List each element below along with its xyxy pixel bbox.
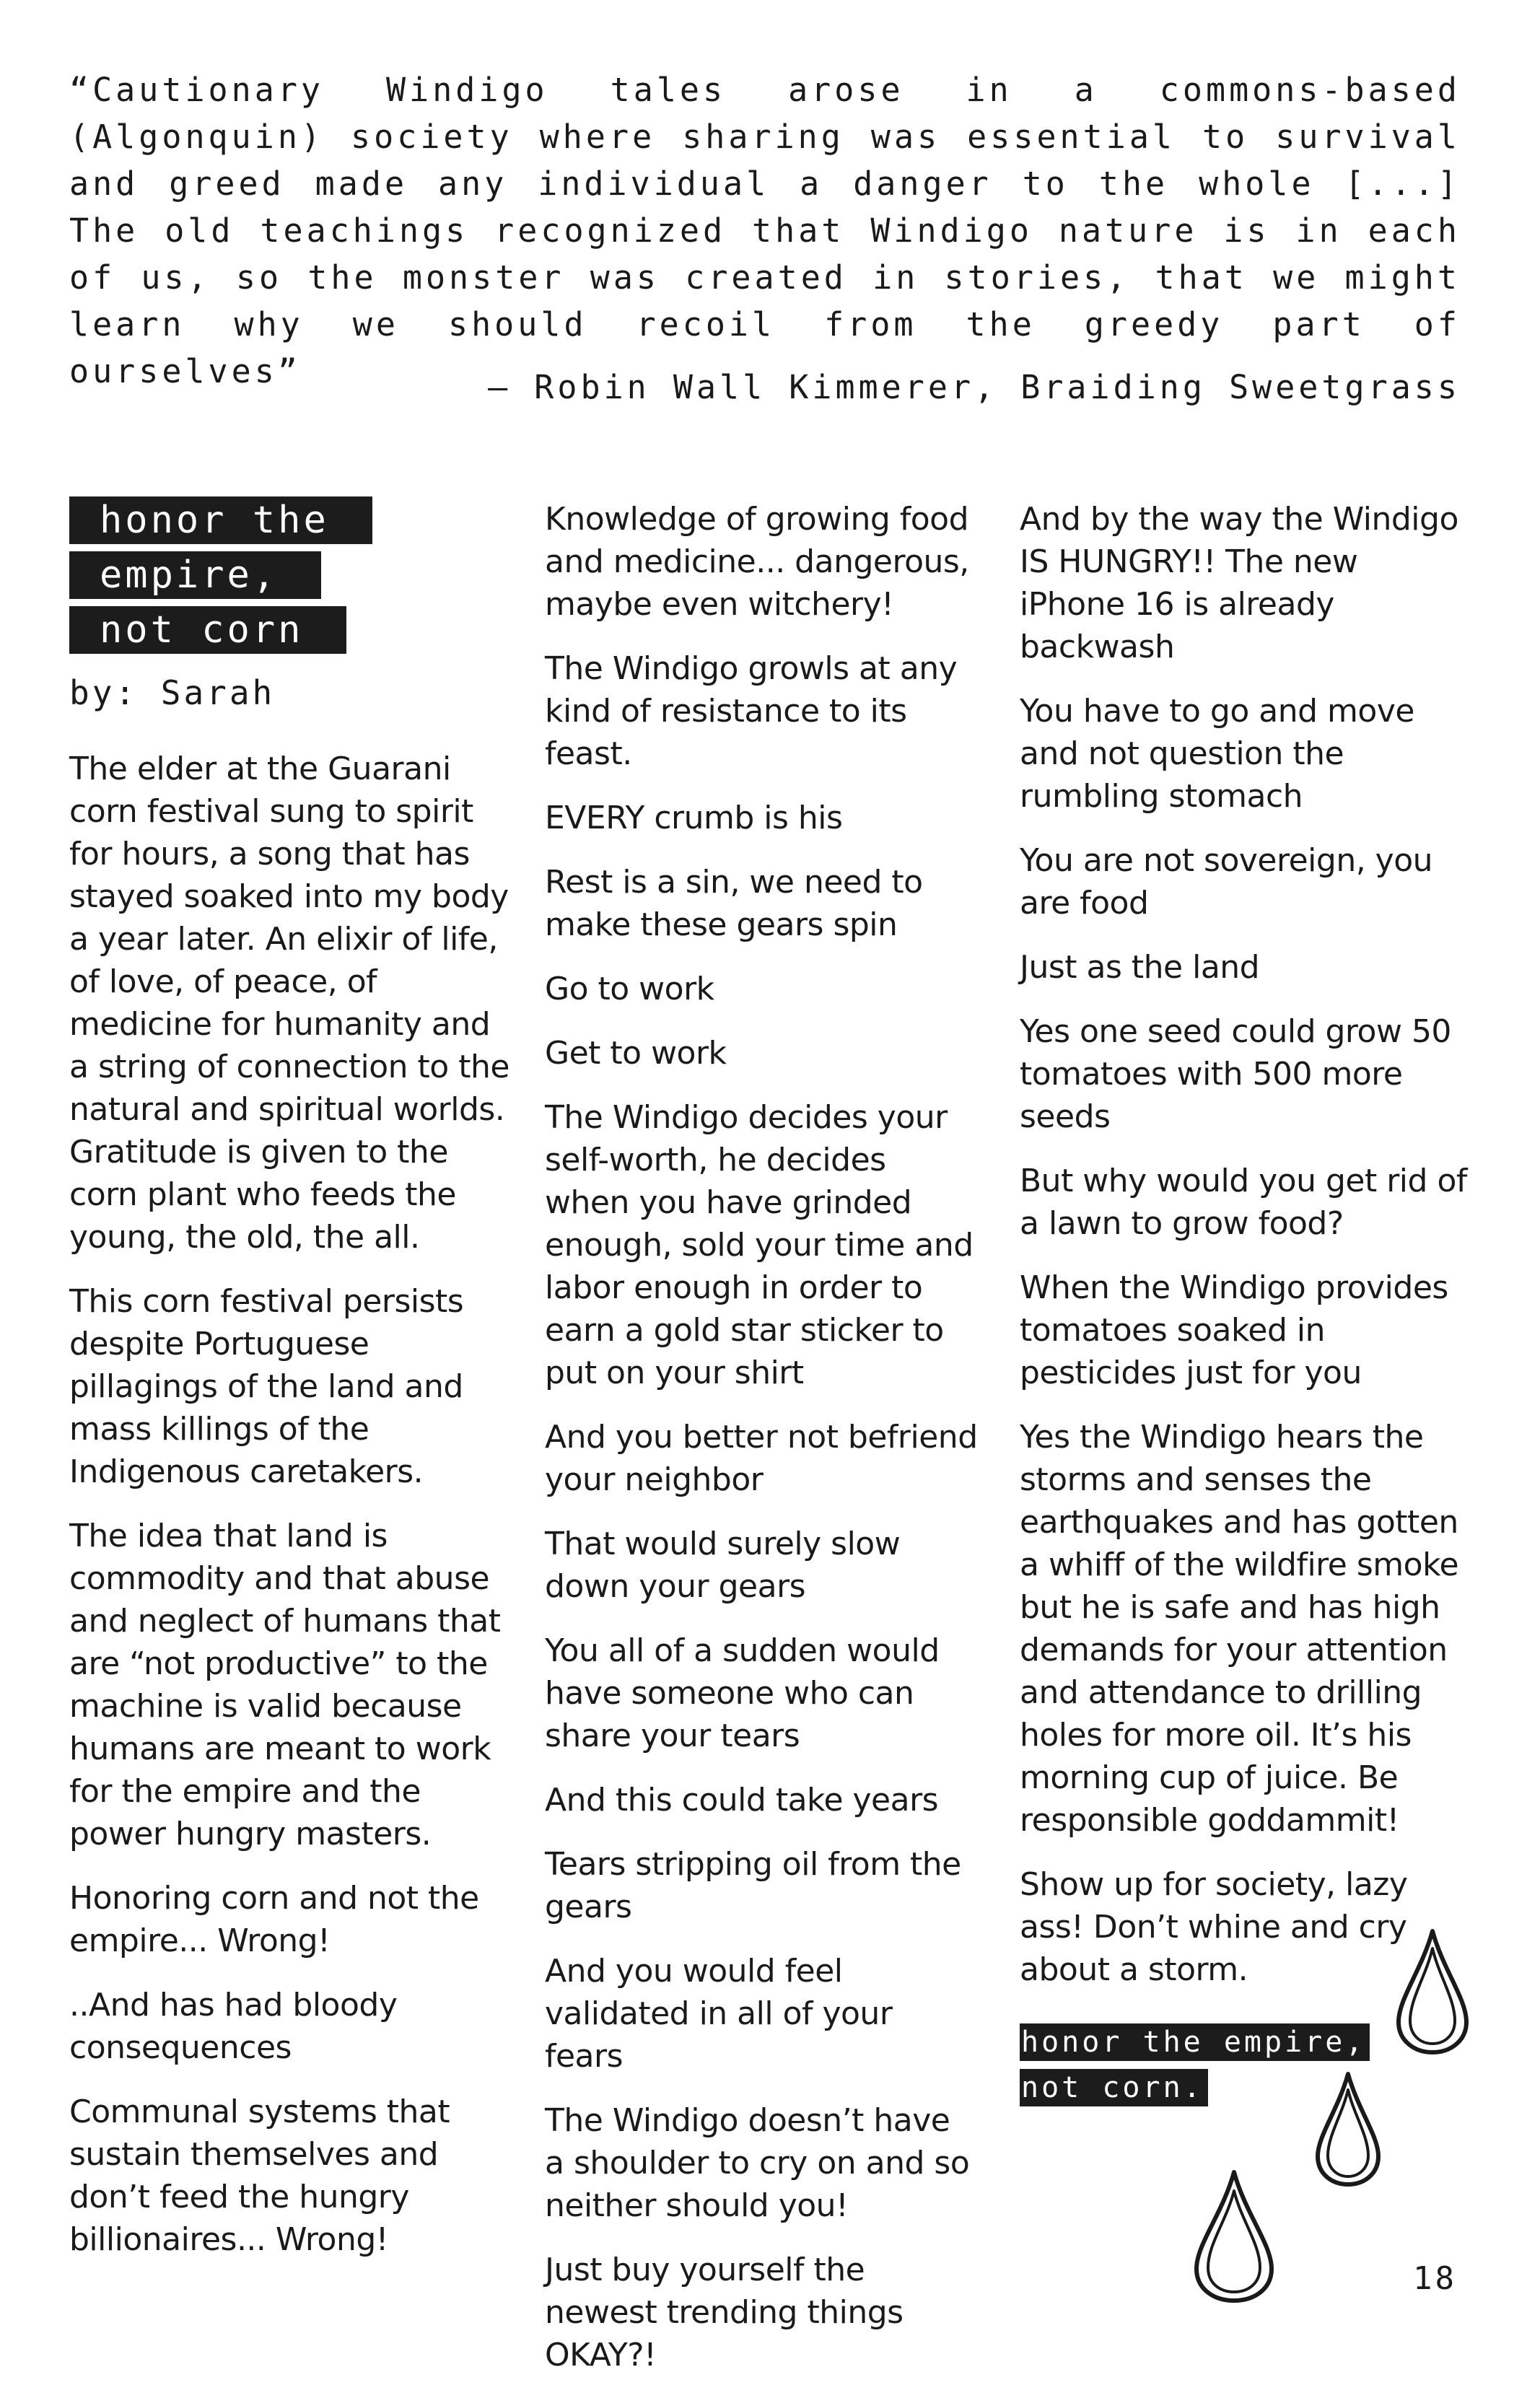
paragraph: You have to go and move and not question the rumbling stomach: [1020, 693, 1414, 815]
paragraph: Tears stripping oil from the gears: [545, 1846, 961, 1925]
paragraph: Just buy yourself the newest trending things OKAY?!: [545, 2252, 904, 2373]
drop-icon: [1393, 1927, 1472, 2057]
column-1: [69, 496, 517, 2283]
paragraph: And you better not befriend your neighbor: [545, 1419, 978, 1498]
column-3: [1020, 498, 1467, 2111]
paragraph: The Windigo doesn’t have a shoulder to cry on and so neither should you!: [545, 2102, 970, 2224]
paragraph: You are not sovereign, you are food: [1020, 842, 1433, 922]
paragraph: Communal systems that sustain themselves and don’t feed the hungry billionaires... Wrong!: [69, 2093, 450, 2258]
paragraph: Rest is a sin, we need to make these gears spin: [545, 864, 923, 943]
paragraph: Yes one seed could grow 50 tomatoes with 500 more seeds: [1020, 1013, 1451, 1135]
page-number: 18: [1413, 2260, 1457, 2297]
title-line: not corn: [69, 606, 346, 654]
paragraph: Go to work: [545, 971, 714, 1007]
paragraph: Honoring corn and not the empire... Wrong!: [69, 1880, 479, 1959]
title-line: empire,: [69, 551, 321, 599]
paragraph: The idea that land is commodity and that abuse and neglect of humans that are “not productive” to the machine is valid because humans are meant to work for the empire and the power hungry masters.: [69, 1518, 501, 1852]
title-line: honor the: [69, 496, 372, 544]
paragraph: ..And has had bloody consequences: [69, 1987, 398, 2066]
column-2: [545, 498, 978, 2398]
drop-icon: [1312, 2070, 1384, 2189]
paragraph: The elder at the Guarani corn festival sung to spirit for hours, a song that has stayed soaked into my body a year later. An elixir of life, of love, of peace, of medicine for humanity and a string of connection to the natural and spiritual worlds. Gratitude is given to the corn plant who feeds the young, the old, the all.: [69, 751, 509, 1256]
closing-line: honor the empire,: [1020, 2023, 1370, 2061]
paragraph: Knowledge of growing food and medicine... dangerous, maybe even witchery!: [545, 501, 969, 623]
paragraph: The Windigo decides your self-worth, he decides when you have grinded enough, sold your time and labor enough in order to earn a gold star sticker to put on your shirt: [545, 1099, 974, 1391]
paragraph: Show up for society, lazy ass! Don’t whine and cry about a storm.: [1020, 1866, 1408, 1988]
byline: by: Sarah: [69, 673, 276, 712]
paragraph: And this could take years: [545, 1782, 939, 1819]
paragraph: But why would you get rid of a lawn to grow food?: [1020, 1163, 1467, 1242]
paragraph: Just as the land: [1020, 949, 1260, 986]
paragraph: You all of a sudden would have someone who can share your tears: [545, 1632, 940, 1754]
paragraph: EVERY crumb is his: [545, 800, 843, 836]
paragraph: And you would feel validated in all of your fears: [545, 1953, 893, 2075]
paragraph: Get to work: [545, 1035, 727, 1072]
paragraph: And by the way the Windigo IS HUNGRY!! The new iPhone 16 is already backwash: [1020, 501, 1458, 665]
article-title: [69, 496, 517, 661]
paragraph: The Windigo growls at any kind of resistance to its feast.: [545, 650, 958, 772]
epigraph-quote: “Cautionary Windigo tales arose in a commons-based (Algonquin) society where sharing was essential to survival and greed made any individual a danger to the whole [...] The old teachings recognized that Windigo nature is in each of us, so the monster was created in stories, that we might learn why we should recoil from the greedy part of ourselves”: [69, 71, 1461, 390]
paragraph: That would surely slow down your gears: [545, 1526, 901, 1605]
closing-line: not corn.: [1020, 2069, 1208, 2106]
paragraph: Yes the Windigo hears the storms and senses the earthquakes and has gotten a whiff of the wildfire smoke but he is safe and has high demands for your attention and attendance to drilling holes for more oil. It’s his morning cup of juice. Be responsible goddammit!: [1020, 1419, 1459, 1839]
paragraph: This corn festival persists despite Portuguese pillagings of the land and mass killings of the Indigenous caretakers.: [69, 1283, 464, 1490]
paragraph: When the Windigo provides tomatoes soaked in pesticides just for you: [1020, 1269, 1448, 1391]
epigraph-attribution: — Robin Wall Kimmerer, Braiding Sweetgrass: [488, 368, 1461, 406]
drop-icon: [1191, 2168, 1277, 2305]
